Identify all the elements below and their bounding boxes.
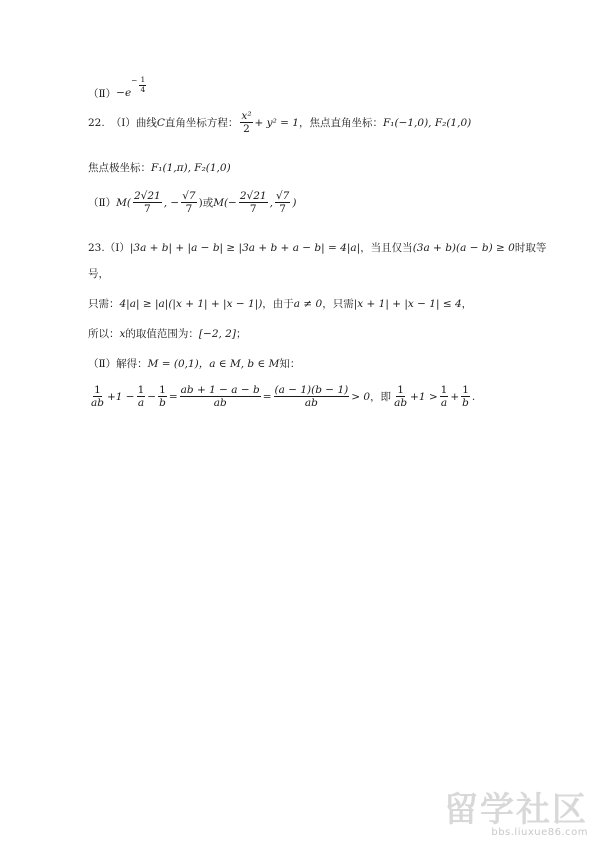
range-value: [−2, 2] [198, 327, 236, 340]
ab-in: ，a ∈ M, b ∈ M [198, 358, 280, 370]
exp-fraction [139, 76, 146, 94]
range-text: 的取值范围为： [125, 328, 199, 340]
part-label: （Ⅱ） [88, 87, 117, 100]
f4-num: ab + 1 − a − b [180, 384, 260, 396]
gt0: > 0 [351, 390, 371, 403]
watermark [444, 782, 588, 838]
m1-y-den: 7 [185, 203, 193, 216]
m1-x-num: 2√21 [134, 190, 161, 202]
eq2: = [262, 390, 272, 403]
m2-suffix: ) [292, 196, 297, 209]
m2-y-num: √7 [275, 190, 290, 202]
q23-need-line [88, 296, 472, 311]
watermark-logo-text: 留学社区 [444, 790, 588, 830]
frac-5 [274, 384, 350, 409]
f6-num: 1 [397, 384, 404, 396]
part-label: （Ⅰ） [104, 242, 130, 254]
range-end: ； [235, 328, 247, 340]
frac-8 [461, 384, 470, 409]
op2: − [147, 390, 157, 403]
exp-num: 1 [140, 75, 146, 84]
f7-den: a [440, 397, 448, 410]
know: 知： [279, 358, 301, 370]
f3-den: b [159, 397, 166, 410]
q23-line-1 [88, 240, 546, 255]
m1-y-frac [181, 190, 196, 215]
eq-rest: + y² = 1 [254, 116, 299, 129]
q22-part-ii [88, 190, 296, 215]
f5-den: ab [304, 397, 318, 410]
f4-den: ab [213, 397, 227, 410]
ineq1-tail2: 号， [88, 268, 109, 280]
m2-x-num: 2√21 [239, 190, 267, 202]
frac-3 [158, 384, 167, 409]
need-only-expr: |x + 1| + |x − 1| ≤ 4 [353, 297, 462, 310]
ineq1-cond: ，当且仅当 [360, 242, 413, 254]
f1-den: ab [91, 397, 104, 410]
eq1: = [168, 390, 178, 403]
q22-line-1 [88, 110, 471, 135]
e-expression: −e [116, 87, 132, 100]
q23-number: 23. [88, 241, 105, 254]
or-text: )或 [198, 197, 214, 210]
f6-den: ab [394, 397, 408, 410]
focus-rect: F₁(−1,0), F₂(1,0) [382, 116, 472, 129]
curve-var: C [156, 116, 165, 129]
focus-rect-label: ，焦点直角坐标： [298, 117, 383, 130]
m1-x-frac [133, 190, 162, 215]
part-label: （Ⅱ） [88, 197, 117, 210]
ie: ，即 [370, 391, 392, 404]
f8-den: b [462, 397, 469, 410]
op3: +1 > [410, 390, 438, 403]
ineq1: |3a + b| + |a − b| ≥ |3a + b + a − b| = 4|a| [129, 241, 361, 254]
m2-y-frac [275, 190, 290, 215]
frac-1 [90, 384, 105, 409]
m2-mid: , [269, 196, 273, 209]
focus-polar: F₁(1,π), F₂(1,0) [151, 161, 231, 174]
e-exponent [131, 76, 148, 94]
q23-part-ii-line [88, 356, 300, 371]
eq-fraction [240, 110, 252, 135]
curve-eq-label: 直角坐标方程： [164, 117, 239, 130]
m2-x-den: 7 [249, 203, 257, 216]
need-since-expr: a ≠ 0 [293, 297, 323, 310]
need-label: 只需： [88, 298, 120, 310]
part-label: （Ⅰ） [110, 117, 136, 130]
f8-num: 1 [462, 384, 469, 396]
frac-4 [180, 384, 261, 409]
f3-num: 1 [159, 384, 166, 396]
m-set: M = (0,1) [147, 357, 199, 370]
range-var: x [119, 327, 126, 340]
q22-number: 22. [88, 116, 105, 129]
op1: +1 − [106, 390, 135, 403]
eq-den: 2 [243, 123, 250, 136]
frac-2 [137, 384, 146, 409]
exp-den: 4 [140, 84, 146, 94]
frac-6 [393, 384, 408, 409]
exp-sign: − [131, 76, 138, 85]
m2-prefix: M(− [213, 196, 237, 209]
need-expr: 4|a| ≥ |a|(|x + 1| + |x − 1|) [119, 297, 263, 310]
eq-num: x² [241, 110, 252, 122]
ineq1-tail: 时取等 [514, 242, 547, 254]
q23-line-1b [88, 266, 109, 281]
op4: + [450, 390, 460, 403]
f5-num: (a − 1)(b − 1) [274, 384, 349, 396]
need-since: ，由于 [262, 298, 294, 310]
f2-den: a [137, 397, 145, 410]
f1-num: 1 [94, 384, 101, 396]
m1-x-den: 7 [144, 203, 151, 216]
watermark-url: bbs.liuxue86.com [491, 827, 588, 838]
part-ii-e-line [88, 75, 148, 102]
range-label: 所以： [88, 328, 120, 340]
focus-polar-label: 焦点极坐标： [88, 162, 151, 174]
m1-mid: , − [163, 196, 180, 209]
m2-y-den: 7 [279, 203, 286, 216]
f2-num: 1 [137, 384, 145, 396]
ineq1-cond-expr: (3a + b)(a − b) ≥ 0 [412, 241, 515, 254]
m1-prefix: M( [116, 196, 131, 209]
curve-text: 曲线 [135, 117, 157, 130]
need-only: ，只需 [322, 298, 354, 310]
f7-num: 1 [440, 384, 448, 396]
m1-y-num: √7 [182, 190, 196, 202]
q23-final-expression [88, 384, 475, 409]
need-end: ， [461, 298, 473, 310]
frac-7 [440, 384, 449, 409]
m2-x-frac [239, 190, 268, 215]
q22-line-2 [88, 160, 231, 175]
part-label: （Ⅱ）解得： [88, 358, 148, 370]
dot: . [471, 390, 476, 403]
q23-range-line [88, 326, 246, 341]
